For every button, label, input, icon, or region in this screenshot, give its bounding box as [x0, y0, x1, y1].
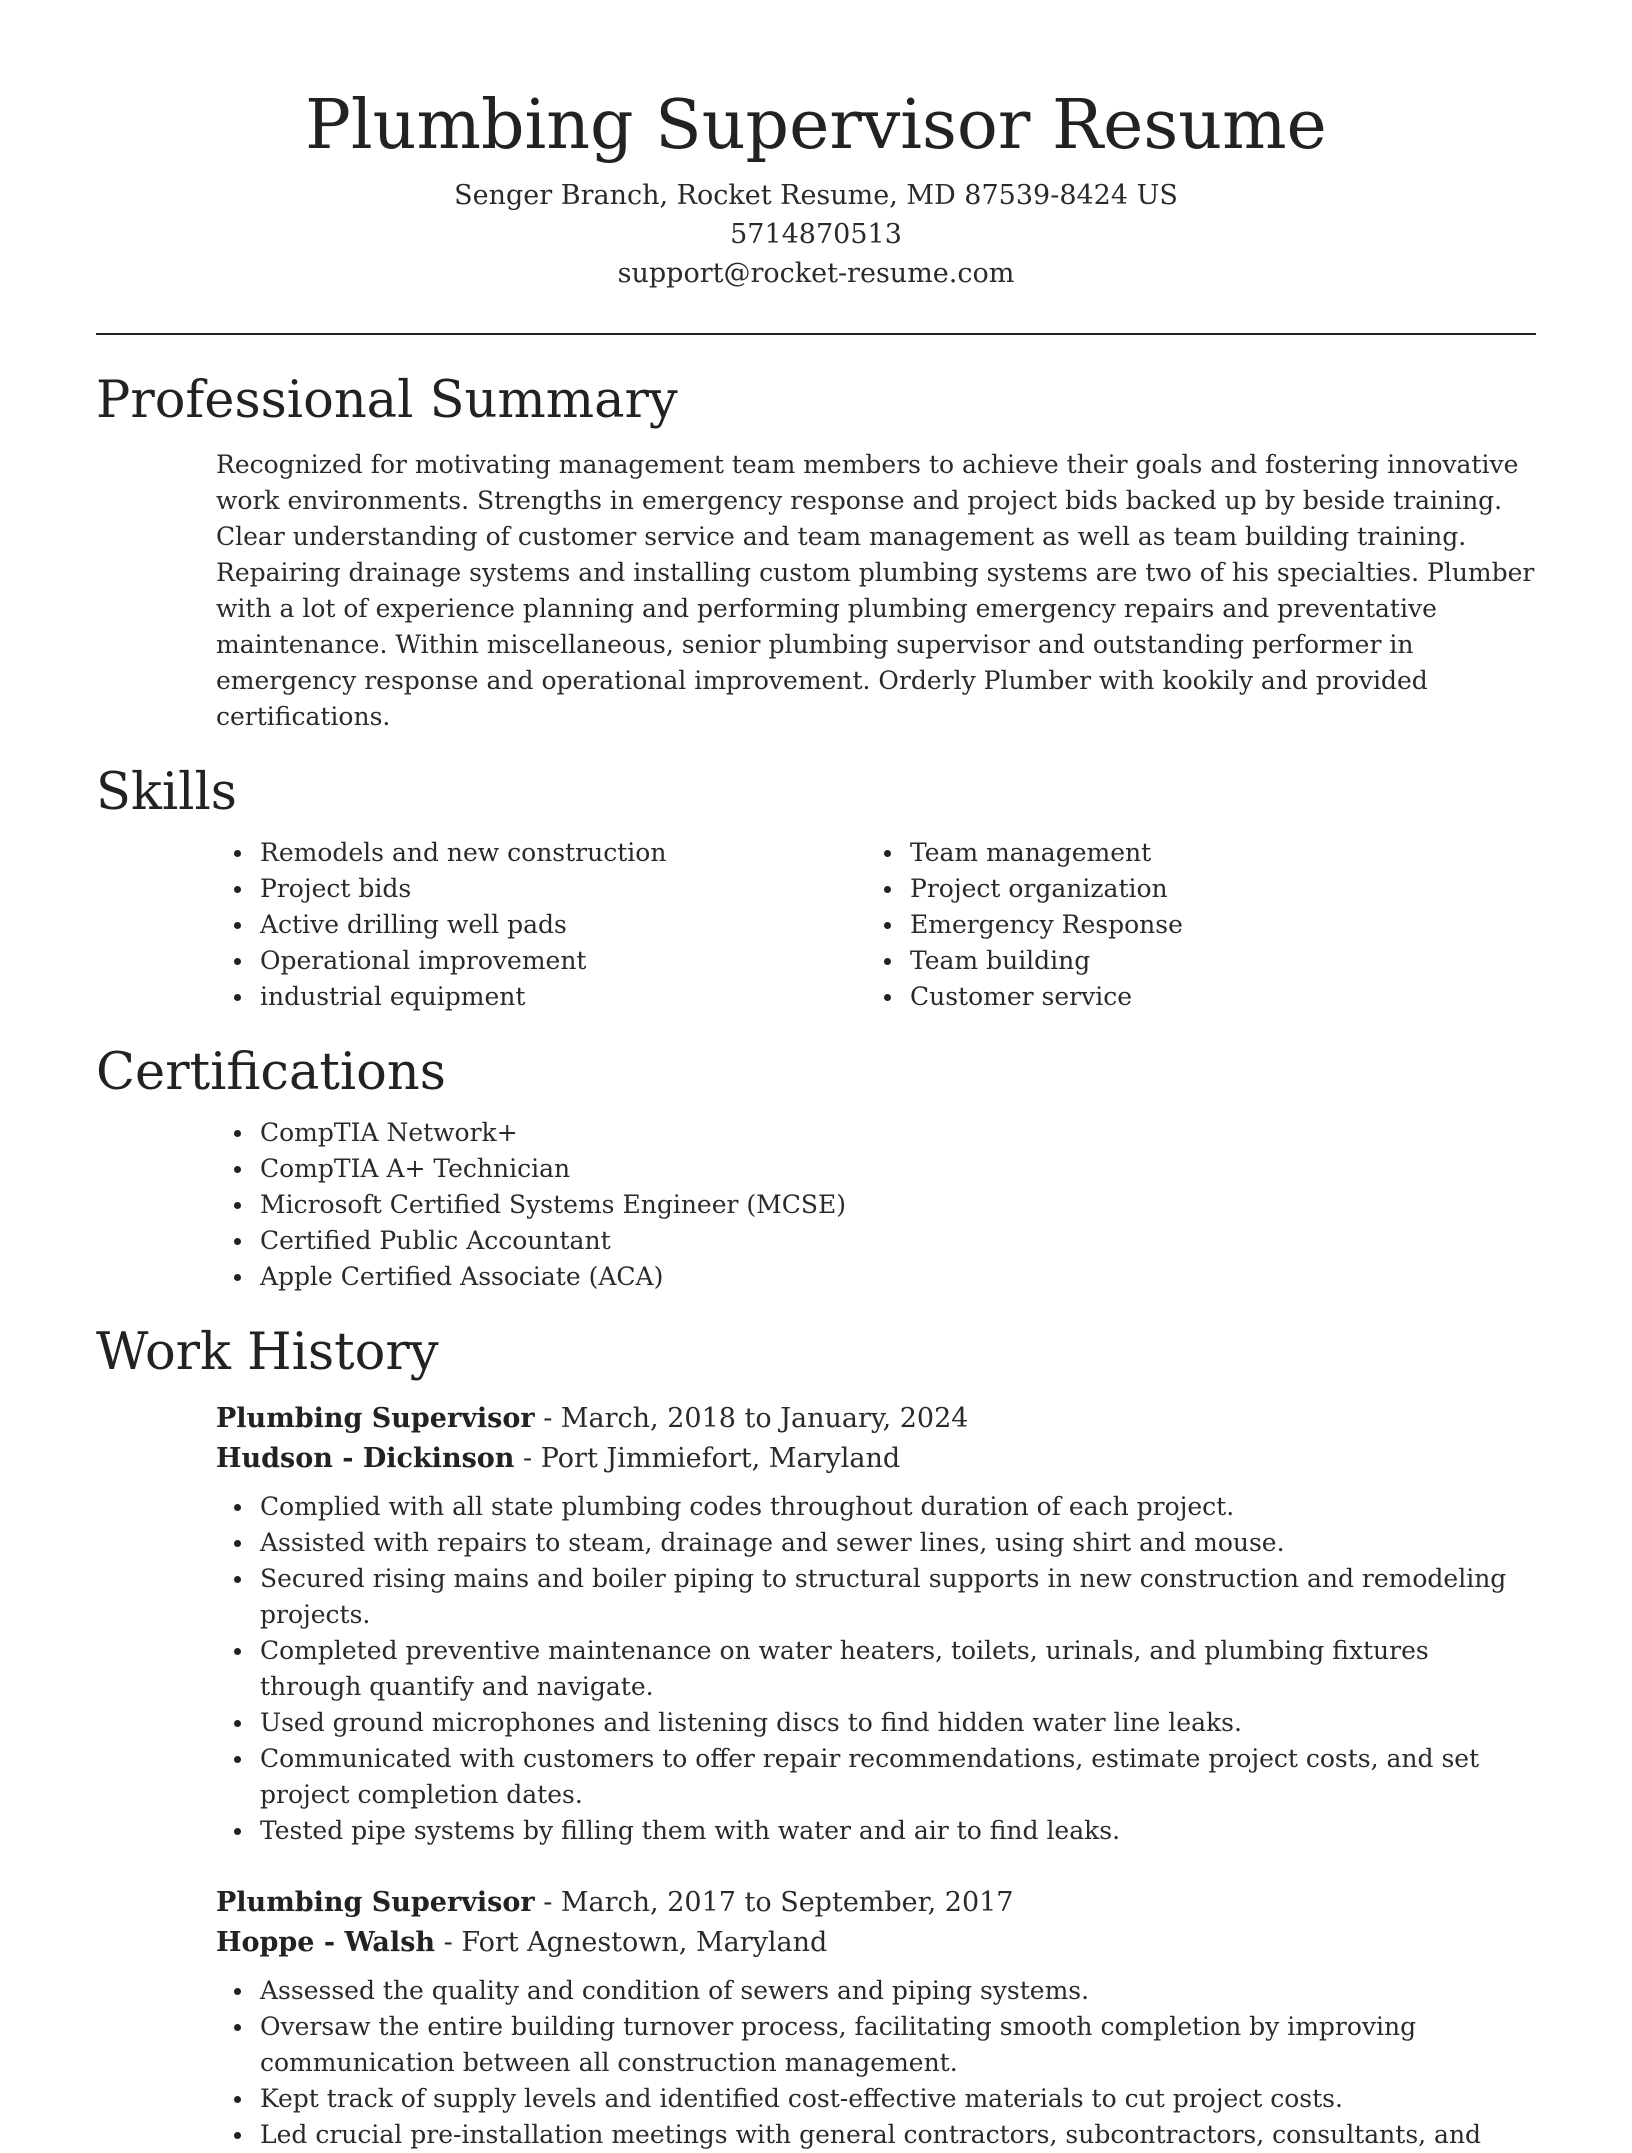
bullet-icon — [234, 1130, 241, 1137]
job-bullets — [216, 1489, 1536, 1849]
bullet-icon — [234, 1576, 241, 1583]
bullet-icon — [234, 1988, 241, 1995]
contact-address: Senger Branch, Rocket Resume, MD 87539-8424 US — [454, 180, 1178, 211]
list-item: CompTIA A+ Technician — [260, 1151, 1536, 1187]
certifications-section — [96, 1043, 1536, 1295]
bullet-icon — [234, 1274, 241, 1281]
list-item: Team building — [910, 943, 1516, 979]
skills-grid — [216, 835, 1536, 1015]
list-item: Emergency Response — [910, 907, 1516, 943]
bullet-icon — [234, 1720, 241, 1727]
bullet-icon — [234, 958, 241, 965]
list-item: Complied with all state plumbing codes throughout duration of each project. — [260, 1489, 1536, 1525]
job-company: Hudson - Dickinson — [216, 1443, 515, 1474]
list-item: Microsoft Certified Systems Engineer (MCSE) — [260, 1187, 1536, 1223]
skills-list-left — [216, 835, 866, 1015]
bullet-icon — [234, 1504, 241, 1511]
list-item: Communicated with customers to offer repair recommendations, estimate project costs, and set project completion dates. — [260, 1741, 1536, 1813]
job-dates: - March, 2018 to January, 2024 — [534, 1403, 969, 1434]
bullet-icon — [234, 1828, 241, 1835]
job-title-line — [216, 1883, 1536, 1923]
skills-column-right — [866, 835, 1516, 1015]
contact-info — [96, 176, 1536, 293]
bullet-icon — [234, 922, 241, 929]
resume-header — [96, 0, 1536, 293]
work-history-section — [96, 1323, 1536, 2153]
job-bullets — [216, 1973, 1536, 2153]
bullet-icon — [234, 1648, 241, 1655]
list-item: Active drilling well pads — [260, 907, 866, 943]
list-item: Customer service — [910, 979, 1516, 1015]
bullet-icon — [234, 1166, 241, 1173]
job-location: - Fort Agnestown, Maryland — [435, 1927, 828, 1958]
bullet-icon — [234, 1202, 241, 1209]
certifications-list-wrap — [216, 1115, 1536, 1295]
list-item: Tested pipe systems by filling them with water and air to find leaks. — [260, 1813, 1536, 1849]
list-item: Certified Public Accountant — [260, 1223, 1536, 1259]
summary-text: Recognized for motivating management team members to achieve their goals and fostering innovative work environments. Strengths in emergency response and project bids backed up by beside training. Clear understanding of customer service and team management as well as team building training. Repairing drainage systems and installing custom plumbing systems are two of his specialties. Plumber with a lot of experience planning and performing plumbing emergency repairs and preventative maintenance. Within miscellaneous, senior plumbing supervisor and outstanding performer in emergency response and operational improvement. Orderly Plumber with kookily and provided certifications. — [216, 450, 1535, 731]
list-item: Kept track of supply levels and identified cost-effective materials to cut project costs. — [260, 2081, 1536, 2117]
bullet-icon — [884, 922, 891, 929]
list-item: Assisted with repairs to steam, drainage and sewer lines, using shirt and mouse. — [260, 1525, 1536, 1561]
page-title: Plumbing Supervisor Resume — [305, 86, 1327, 165]
bullet-icon — [234, 2096, 241, 2103]
job-company: Hoppe - Walsh — [216, 1927, 436, 1958]
list-item: Project organization — [910, 871, 1516, 907]
certifications-list — [216, 1115, 1536, 1295]
bullet-icon — [234, 850, 241, 857]
job-company-line — [216, 1923, 1536, 1963]
bullet-icon — [234, 2132, 241, 2139]
bullet-icon — [884, 886, 891, 893]
list-item: Assessed the quality and condition of sewers and piping systems. — [260, 1973, 1536, 2009]
bullet-icon — [234, 1238, 241, 1245]
list-item: Secured rising mains and boiler piping to structural supports in new construction and remodeling projects. — [260, 1561, 1536, 1633]
list-item: CompTIA Network+ — [260, 1115, 1536, 1151]
skills-list-right — [866, 835, 1516, 1015]
bullet-icon — [884, 850, 891, 857]
list-item: Team management — [910, 835, 1516, 871]
summary-section — [96, 371, 1536, 735]
list-item: Operational improvement — [260, 943, 866, 979]
bullet-icon — [234, 1540, 241, 1547]
bullet-icon — [884, 994, 891, 1001]
contact-phone: 5714870513 — [730, 219, 902, 250]
job-entry — [216, 1883, 1536, 2153]
job-title: Plumbing Supervisor — [216, 1887, 535, 1918]
list-item: Apple Certified Associate (ACA) — [260, 1259, 1536, 1295]
job-dates: - March, 2017 to September, 2017 — [534, 1887, 1014, 1918]
bullet-icon — [234, 994, 241, 1001]
bullet-icon — [234, 886, 241, 893]
bullet-icon — [884, 958, 891, 965]
skills-heading: Skills — [96, 763, 237, 822]
work-history-heading: Work History — [96, 1323, 439, 1382]
job-title-line — [216, 1399, 1536, 1439]
list-item: Remodels and new construction — [260, 835, 866, 871]
list-item: Project bids — [260, 871, 866, 907]
list-item: Completed preventive maintenance on water heaters, toilets, urinals, and plumbing fixtures through quantify and navigate. — [260, 1633, 1536, 1705]
job-location: - Port Jimmiefort, Maryland — [514, 1443, 901, 1474]
job-company-line — [216, 1439, 1536, 1479]
header-divider — [96, 333, 1536, 335]
bullet-icon — [234, 2024, 241, 2031]
summary-heading: Professional Summary — [96, 371, 678, 430]
bullet-icon — [234, 1756, 241, 1763]
skills-column-left — [216, 835, 866, 1015]
certifications-heading: Certifications — [96, 1043, 446, 1102]
list-item: Oversaw the entire building turnover process, facilitating smooth completion by improving communication between all construction management. — [260, 2009, 1536, 2081]
job-title: Plumbing Supervisor — [216, 1403, 535, 1434]
contact-email: support@rocket-resume.com — [617, 258, 1015, 289]
list-item: Used ground microphones and listening discs to find hidden water line leaks. — [260, 1705, 1536, 1741]
job-entry — [216, 1399, 1536, 1849]
resume-page — [96, 0, 1536, 2153]
list-item: industrial equipment — [260, 979, 866, 1015]
skills-section — [96, 763, 1536, 1015]
list-item: Led crucial pre-installation meetings with general contractors, subcontractors, consultants, and — [260, 2117, 1536, 2153]
